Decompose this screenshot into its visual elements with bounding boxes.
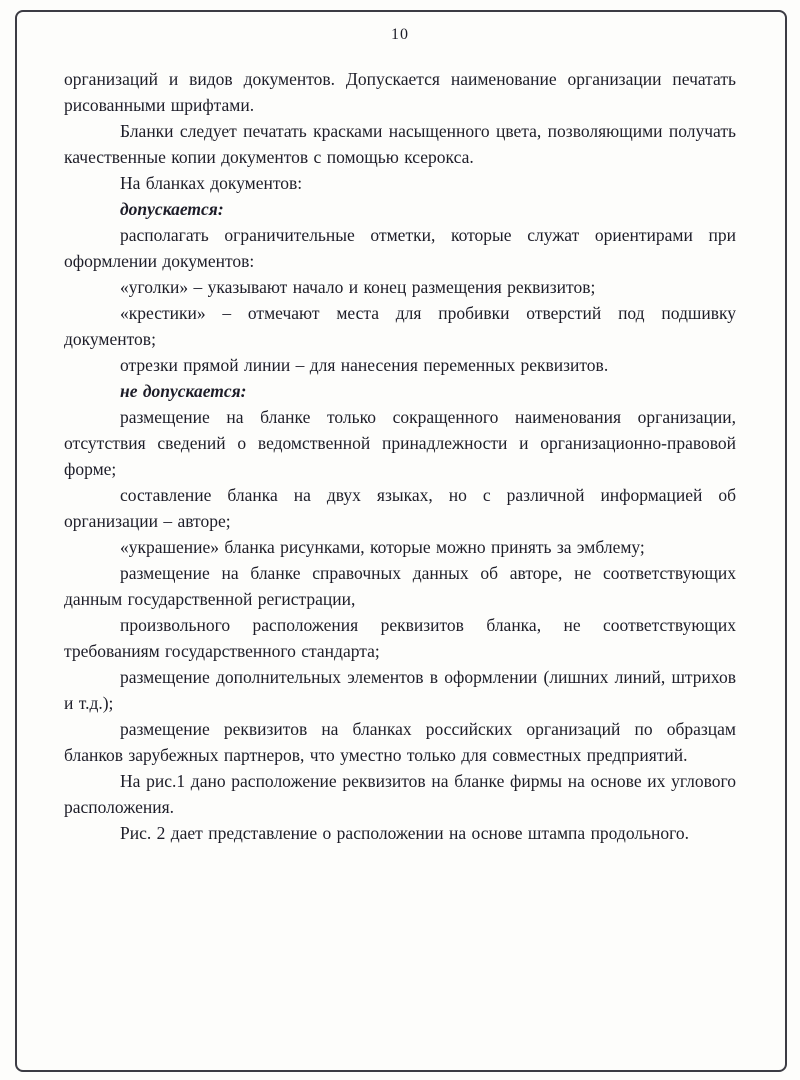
paragraph: На бланках документов:: [120, 173, 303, 193]
paragraph-emphasized: не допускается:: [120, 381, 247, 401]
document-content: [64, 66, 736, 846]
paragraph: размещение реквизитов на бланках российских организаций по образцам бланков зарубежных партнеров, что уместно только для совместных предприятий.: [64, 719, 736, 765]
paragraph-emphasized: допускается:: [120, 199, 224, 219]
paragraph: «украшение» бланка рисунками, которые можно принять за эмблему;: [120, 537, 645, 557]
paragraph: располагать ограничительные отметки, которые служат ориентирами при оформлении документов:: [64, 225, 736, 271]
paragraph: составление бланка на двух языках, но с различной информацией об организации – авторе;: [64, 485, 736, 531]
page-number: 10: [391, 26, 409, 43]
paragraph: произвольного расположения реквизитов бланка, не соответствующих требованиям государственного стандарта;: [64, 615, 736, 661]
paragraph: размещение на бланке только сокращенного наименования организации, отсутствия сведений о ведомственной принадлежности и организационно-правовой форме;: [64, 407, 736, 479]
paragraph: организаций и видов документов. Допускается наименование организации печатать рисованными шрифтами.: [64, 69, 736, 115]
paragraph: «уголки» – указывают начало и конец размещения реквизитов;: [120, 277, 596, 297]
paragraph: размещение дополнительных элементов в оформлении (лишних линий, штрихов и т.д.);: [64, 667, 736, 713]
paragraph: размещение на бланке справочных данных об авторе, не соответствующих данным государственной регистрации,: [64, 563, 736, 609]
paragraph: «крестики» – отмечают места для пробивки отверстий под подшивку документов;: [64, 303, 736, 349]
paragraph: Рис. 2 дает представление о расположении на основе штампа продольного.: [120, 823, 690, 843]
paragraph: Бланки следует печатать красками насыщенного цвета, позволяющими получать качественные копии документов с помощью ксерокса.: [64, 121, 736, 167]
paragraph: отрезки прямой линии – для нанесения переменных реквизитов.: [120, 355, 609, 375]
paragraph: На рис.1 дано расположение реквизитов на бланке фирмы на основе их углового расположения.: [64, 771, 736, 817]
